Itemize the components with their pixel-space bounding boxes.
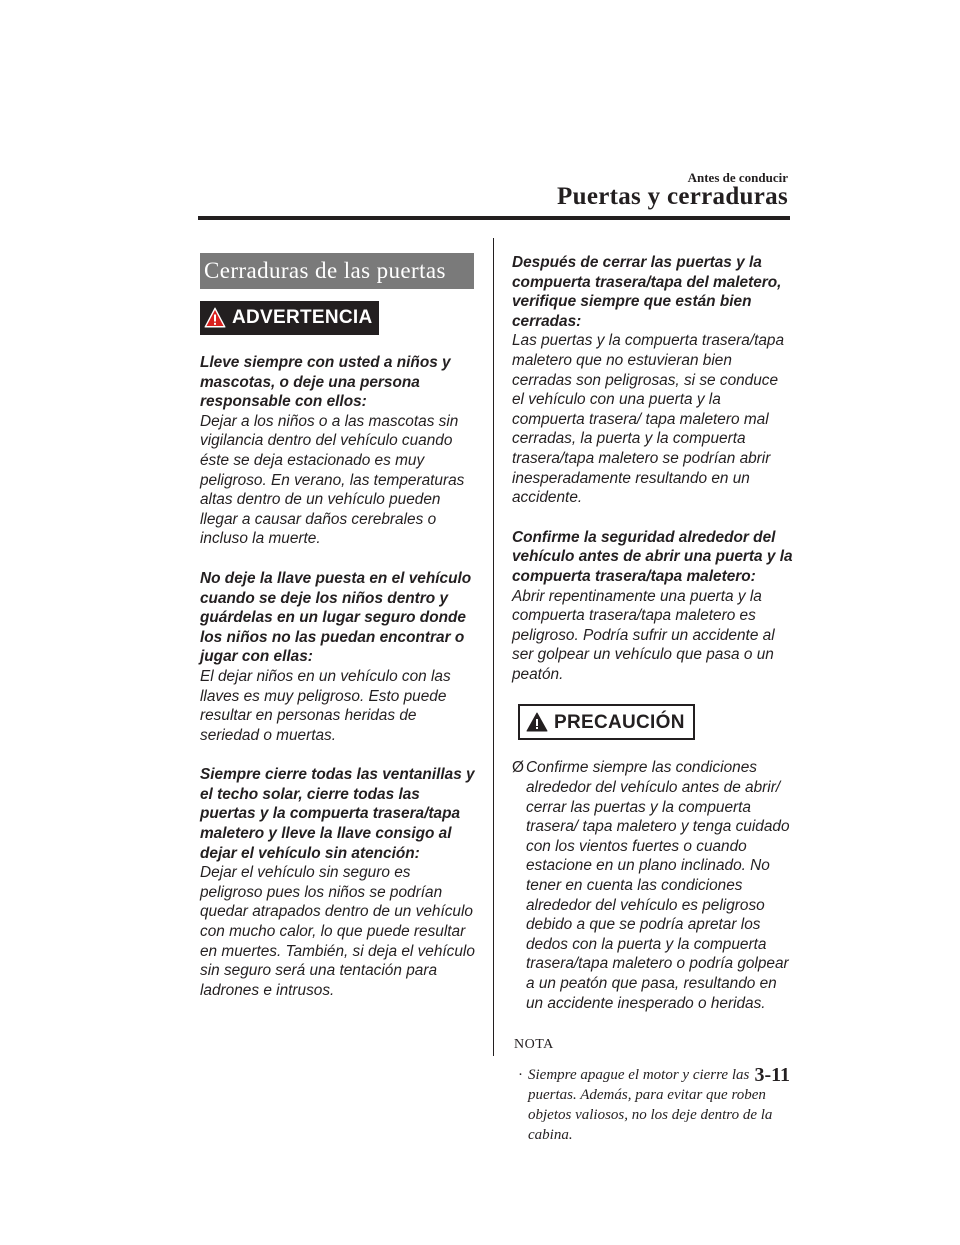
arrow-bullet-icon: Ø (512, 759, 524, 777)
caution-item-text: Confirme siempre las condiciones alrededor del vehículo antes de abrir/ cerrar las puertas y la compuerta trasera/ tapa maletero y tenga cuidado con los vientos fuertes o cuando estacione en un plano inclinado. No tener en cuenta las condiciones alrededor del vehículo es peligroso debido a que se podría apretar los dedos con la puerta y la compuerta trasera/tapa maletero o podría golpear a un peatón que pasa, resultando en un accidente inesperado o heridas. (526, 759, 790, 1012)
section-heading: Puertas y cerraduras (557, 183, 788, 210)
page-number: 3-11 (754, 1064, 790, 1086)
caution-item (512, 758, 794, 1013)
warning-item-heading: Lleve siempre con usted a niños y mascotas, o deje una persona responsable con ellos: (200, 354, 451, 411)
warning-item (512, 253, 794, 508)
warning-item-body: Dejar el vehículo sin seguro es peligroso pues los niños se podrían quedar atrapados dentro de un vehículo con mucho calor, lo que puede resultar en muertes. También, si deja el vehículo sin seguro será una tentación para ladrones e intrusos. (200, 864, 475, 999)
warning-item-heading: Siempre cierre todas las ventanillas y el techo solar, cierre todas las puertas y la compuerta trasera/tapa maletero y lleve la llave consigo al dejar el vehículo sin atención: (200, 766, 475, 862)
warning-item-body: Dejar a los niños o a las mascotas sin vigilancia dentro del vehículo cuando éste se deja estacionado es muy peligroso. En verano, las temperaturas altas dentro de un vehículo pueden llegar a causar daños cerebrales o incluso la muerte. (200, 412, 465, 548)
warning-item-heading: Después de cerrar las puertas y la compuerta trasera/tapa del maletero, verifique siempre que están bien cerradas: (512, 254, 782, 330)
section-title-banner: Cerraduras de las puertas (200, 253, 474, 289)
warning-triangle-icon (526, 711, 548, 733)
column-divider (493, 238, 494, 1056)
warning-item (512, 528, 794, 685)
warning-item-body: Abrir repentinamente una puerta y la compuerta trasera/tapa maletero es peligroso. Podría sufrir un accidente al ser golpear un vehículo que pasa o un peatón. (512, 587, 775, 683)
header-rule (198, 216, 790, 220)
chapter-title: Antes de conducir (687, 170, 788, 185)
dot-bullet-icon: · (518, 1066, 523, 1083)
warning-label-text: ADVERTENCIA (232, 307, 373, 329)
caution-label-text: PRECAUCIÓN (554, 711, 685, 733)
warning-item (200, 353, 476, 549)
warning-item-heading: Confirme la seguridad alrededor del vehículo antes de abrir una puerta y la compuerta trasera/tapa maletero: (512, 528, 793, 585)
caution-header (518, 704, 794, 740)
nota-label: NOTA (514, 1037, 554, 1053)
warning-item (200, 765, 476, 1000)
nota-item-text: Siempre apague el motor y cierre las puertas. Además, para evitar que roben objetos valiosos, no los deje dentro de la cabina. (528, 1066, 773, 1143)
warning-item-heading: No deje la llave puesta en el vehículo cuando se deje los niños dentro y guárdelas en un lugar seguro donde los niños no las puedan encontrar o jugar con ellas: (200, 569, 472, 666)
warning-item-body: El dejar niños en un vehículo con las llaves es muy peligroso. Esto puede resultar en personas heridas de seriedad o muertas. (200, 667, 451, 744)
nota-item (518, 1065, 794, 1145)
warning-item (200, 569, 476, 745)
caution-label (518, 704, 695, 740)
right-column (512, 253, 794, 1145)
warning-triangle-icon (204, 307, 226, 329)
warning-label (200, 301, 379, 335)
warning-header (200, 301, 476, 335)
left-column (200, 253, 476, 1020)
warning-item-body: Las puertas y la compuerta trasera/tapa maletero que no estuvieran bien cerradas son peligrosas, si se conduce el vehículo con una puerta y la compuerta trasera/ tapa maletero mal cerradas, la puerta y la compuerta trasera/tapa maletero se podrían abrir inesperadamente resultando en un accidente. (512, 332, 785, 507)
